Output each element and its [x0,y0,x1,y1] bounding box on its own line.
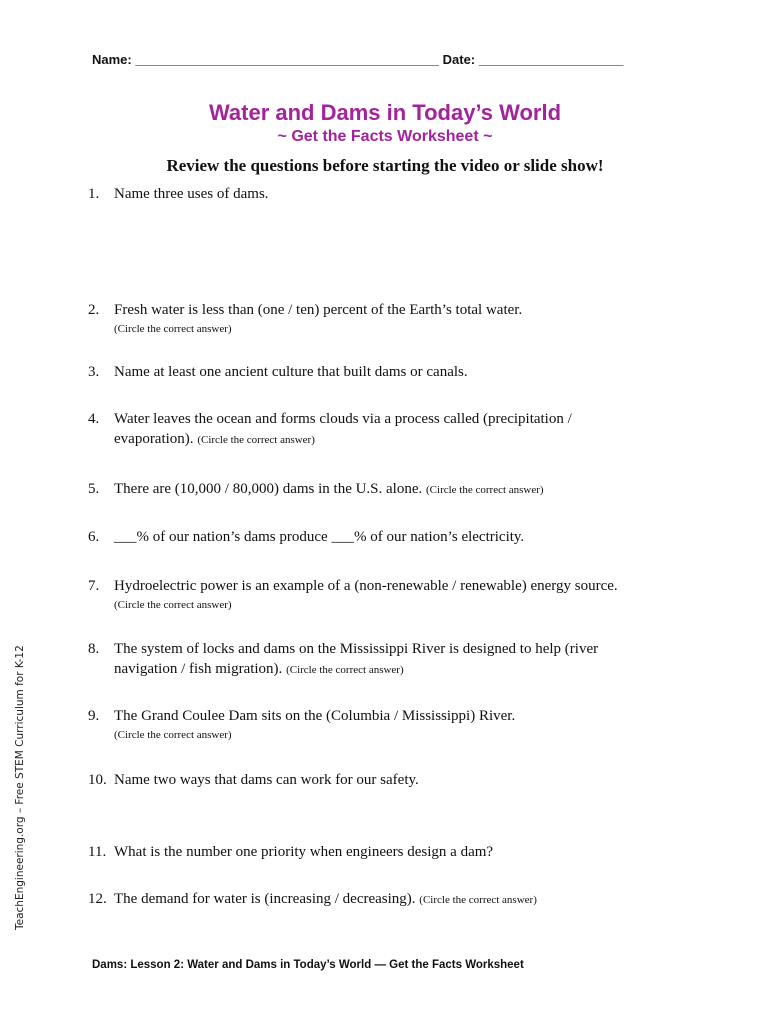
question-2 [88,300,648,337]
side-credit: TeachEngineering.org – Free STEM Curriculum for K-12 [14,645,26,930]
question-number: 4. [88,411,100,427]
question-3 [88,362,648,382]
question-hint: (Circle the correct answer) [114,599,232,611]
question-text: Name two ways that dams can work for our safety. [114,772,419,788]
question-hint: (Circle the correct answer) [114,323,232,335]
question-6 [88,527,648,547]
question-7 [88,576,688,613]
question-text: What is the number one priority when engineers design a dam? [114,844,494,860]
question-1 [88,184,648,204]
question-hint: (Circle the correct answer) [197,434,315,446]
question-hint: (Circle the correct answer) [114,729,232,741]
instructions: Review the questions before starting the video or slide show! [166,156,604,175]
page-subtitle: ~ Get the Facts Worksheet ~ [277,128,493,145]
question-number: 5. [88,481,100,497]
question-number: 9. [88,708,100,724]
question-10 [88,770,648,790]
question-text: There are (10,000 / 80,000) dams in the U.S. alone. [114,481,423,497]
question-8 [88,639,618,680]
question-hint: (Circle the correct answer) [286,664,404,676]
question-text: Water leaves the ocean and forms clouds via a process called (precipitation / evaporation). [114,411,572,447]
question-number: 8. [88,641,100,657]
question-text: The demand for water is (increasing / decreasing). [114,891,416,907]
question-text: Hydroelectric power is an example of a (non-renewable / renewable) energy source. [114,578,618,594]
question-text: ___% of our nation’s dams produce ___% of our nation’s electricity. [114,529,525,545]
question-number: 3. [88,364,100,380]
question-11 [88,842,648,862]
question-hint: (Circle the correct answer) [426,484,544,496]
question-number: 7. [88,578,100,594]
question-9 [88,706,648,743]
page-title: Water and Dams in Today’s World [208,100,562,125]
question-number: 10. [88,772,107,788]
question-text: Name three uses of dams. [114,186,269,202]
page-footer: Dams: Lesson 2: Water and Dams in Today’s World — Get the Facts Worksheet [92,959,524,971]
name-date-line: Name: __________________________________________ Date: ____________________ [92,52,624,67]
question-text: The Grand Coulee Dam sits on the (Columbia / Mississippi) River. [114,708,516,724]
question-text: The system of locks and dams on the Mississippi River is designed to help (river navigation / fish migration). [114,641,599,677]
question-number: 1. [88,186,100,202]
question-text: Name at least one ancient culture that built dams or canals. [114,364,468,380]
question-number: 11. [88,844,107,860]
question-number: 12. [88,891,107,907]
question-12 [88,889,648,910]
question-number: 6. [88,529,100,545]
question-number: 2. [88,302,100,318]
question-5 [88,479,648,500]
question-hint: (Circle the correct answer) [419,894,537,906]
question-text: Fresh water is less than (one / ten) percent of the Earth’s total water. [114,302,523,318]
question-4 [88,409,628,450]
